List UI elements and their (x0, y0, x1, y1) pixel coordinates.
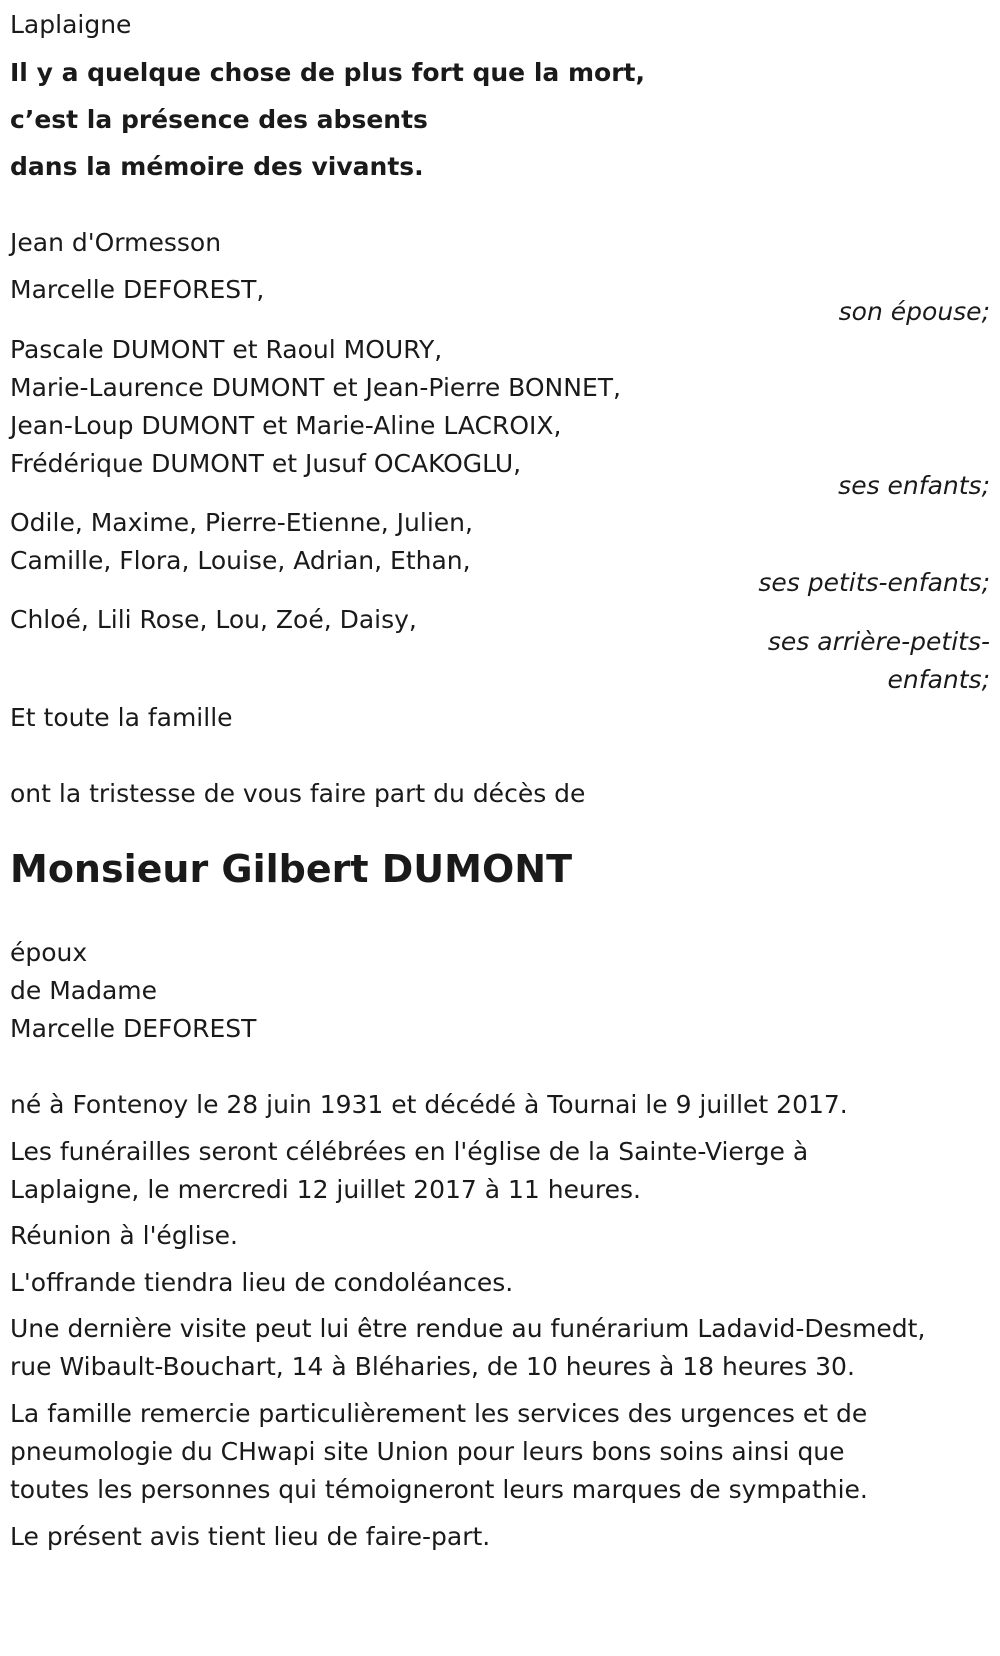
child-4: Frédérique DUMONT et Jusuf OCAKOGLU, (10, 449, 522, 478)
quote-author: Jean d'Ormesson (10, 228, 222, 257)
relation-line-1: époux (10, 938, 88, 967)
funeral-line-1: Les funérailles seront célébrées en l'église de la Sainte-Vierge à (10, 1137, 809, 1166)
children-role: ses enfants; (838, 471, 990, 500)
closing: Le présent avis tient lieu de faire-part. (10, 1522, 491, 1551)
birth-death: né à Fontenoy le 28 juin 1931 et décédé à Tournai le 9 juillet 2017. (10, 1090, 848, 1119)
child-2: Marie-Laurence DUMONT et Jean-Pierre BONNET, (10, 373, 621, 402)
funeral-line-2: Laplaigne, le mercredi 12 juillet 2017 à 11 heures. (10, 1175, 641, 1204)
thanks-line-3: toutes les personnes qui témoigneront leurs marques de sympathie. (10, 1475, 868, 1504)
relation-line-2: de Madame (10, 976, 158, 1005)
extended-family: Et toute la famille (10, 703, 233, 732)
relation-line-3: Marcelle DEFOREST (10, 1014, 257, 1043)
great-grandchildren-role-line-1: ses arrière-petits- (767, 627, 990, 656)
thanks-line-1: La famille remercie particulièrement les services des urgences et de (10, 1399, 868, 1428)
child-1: Pascale DUMONT et Raoul MOURY, (10, 335, 443, 364)
child-3: Jean-Loup DUMONT et Marie-Aline LACROIX, (10, 411, 562, 440)
thanks-line-2: pneumologie du CHwapi site Union pour leurs bons soins ainsi que (10, 1437, 845, 1466)
grandchildren-role: ses petits-enfants; (758, 568, 990, 597)
spouse-role: son épouse; (838, 297, 990, 326)
great-grandchildren-role-line-2: enfants; (887, 665, 990, 694)
great-grandchildren: Chloé, Lili Rose, Lou, Zoé, Daisy, (10, 605, 417, 634)
meeting: Réunion à l'église. (10, 1221, 238, 1250)
grandchildren-line-1: Odile, Maxime, Pierre-Etienne, Julien, (10, 508, 473, 537)
offering: L'offrande tiendra lieu de condoléances. (10, 1268, 514, 1297)
grandchildren-line-2: Camille, Flora, Louise, Adrian, Ethan, (10, 546, 471, 575)
quote-line-3: dans la mémoire des vivants. (10, 152, 424, 181)
quote-line-1: Il y a quelque chose de plus fort que la mort, (10, 58, 645, 87)
announcement-intro: ont la tristesse de vous faire part du décès de (10, 779, 586, 808)
deceased-name: Monsieur Gilbert DUMONT (10, 847, 573, 891)
location: Laplaigne (10, 10, 132, 39)
spouse-name: Marcelle DEFOREST, (10, 275, 265, 304)
visit-line-1: Une dernière visite peut lui être rendue au funérarium Ladavid-Desmedt, (10, 1314, 926, 1343)
visit-line-2: rue Wibault-Bouchart, 14 à Bléharies, de 10 heures à 18 heures 30. (10, 1352, 855, 1381)
quote-line-2: c’est la présence des absents (10, 105, 428, 134)
